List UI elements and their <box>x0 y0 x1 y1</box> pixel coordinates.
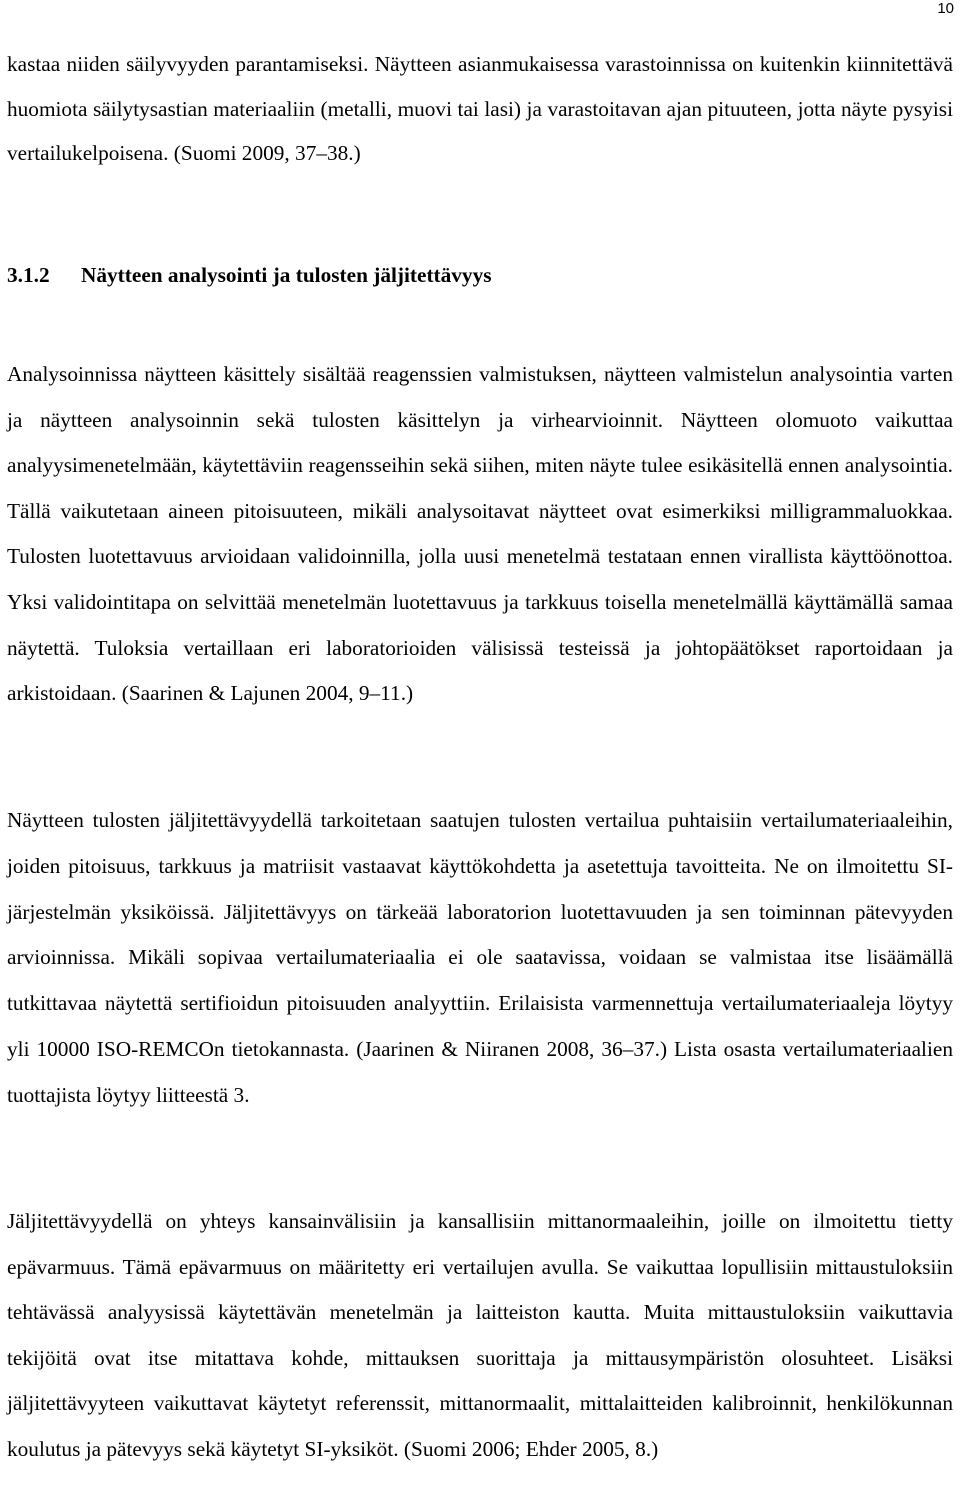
paragraph-analysis: Analysoinnissa näytteen käsittely sisältää reagenssien valmistuksen, näytteen valmistelun analysointia varten ja näytteen analysoinnin sekä tulosten käsittelyn ja virhearvioinnit. Näytteen olomuoto vaikuttaa analyysimenetelmään, käytettäviin reagensseihin sekä siihen, miten näyte tulee esikäsitellä ennen analysointia. Tällä vaikutetaan aineen pitoisuuteen, mikäli analysoitavat näytteet ovat esimerkiksi milligrammaluokkaa. Tulosten luotettavuus arvioidaan validoinnilla, jolla uusi menetelmä testataan ennen virallista käyttöönottoa. Yksi validointitapa on selvittää menetelmän luotettavuus ja tarkkuus toisella menetelmällä käyttämällä samaa näytettä. Tuloksia vertaillaan eri laboratorioiden välisissä testeissä ja johtopäätökset raportoidaan ja arkistoidaan. (Saarinen & Lajunen 2004, 9–11.) <box>7 362 953 706</box>
section-heading <box>7 263 492 288</box>
section-number: 3.1.2 <box>7 263 50 287</box>
page-number: 10 <box>937 0 954 17</box>
intro-paragraph: kastaa niiden säilyvyyden parantamiseksi. Näytteen asianmukaisessa varastoinnissa on kuitenkin kiinnitettävä huomiota säilytysastian materiaaliin (metalli, muovi tai lasi) ja varastoitavan ajan pituuteen, jotta näyte pysyisi vertailukelpoisena. (Suomi 2009, 37–38.) <box>7 52 953 165</box>
section-title: Näytteen analysointi ja tulosten jäljitettävyys <box>81 263 492 287</box>
paragraph-traceability: Näytteen tulosten jäljitettävyydellä tarkoitetaan saatujen tulosten vertailua puhtaisiin vertailumateriaaleihin, joiden pitoisuus, tarkkuus ja matriisit vastaavat käyttökohdetta ja asetettuja tavoitteita. Ne on ilmoitettu SI-järjestelmän yksiköissä. Jäljitettävyys on tärkeää laboratorion luotettavuuden ja sen toiminnan pätevyyden arvioinnissa. Mikäli sopivaa vertailumateriaalia ei ole saatavissa, voidaan se valmistaa itse lisäämällä tutkittavaa näytettä sertifioidun pitoisuuden analyyttiin. Erilaisista varmennettuja vertailumateriaaleja löytyy yli 10000 ISO-REMCOn tietokannasta. (Jaarinen & Niiranen 2008, 36–37.) Lista osasta vertailumateriaalien tuottajista löytyy liitteestä 3. <box>7 808 953 1107</box>
paragraph-uncertainty: Jäljitettävyydellä on yhteys kansainvälisiin ja kansallisiin mittanormaaleihin, joille on ilmoitettu tietty epävarmuus. Tämä epävarmuus on määritetty eri vertailujen avulla. Se vaikuttaa lopullisiin mittaustuloksiin tehtävässä analyysissä käytettävän menetelmän ja laitteiston kautta. Muita mittaustuloksiin vaikuttavia tekijöitä ovat itse mitattava kohde, mittauksen suorittaja ja mittausympäristön olosuhteet. Lisäksi jäljitettävyyteen vaikuttavat käytetyt referenssit, mittanormaalit, mittalaitteiden kalibroinnit, henkilökunnan koulutus ja pätevyys sekä käytetyt SI-yksiköt. (Suomi 2006; Ehder 2005, 8.) <box>7 1209 953 1461</box>
document-body <box>7 42 953 176</box>
